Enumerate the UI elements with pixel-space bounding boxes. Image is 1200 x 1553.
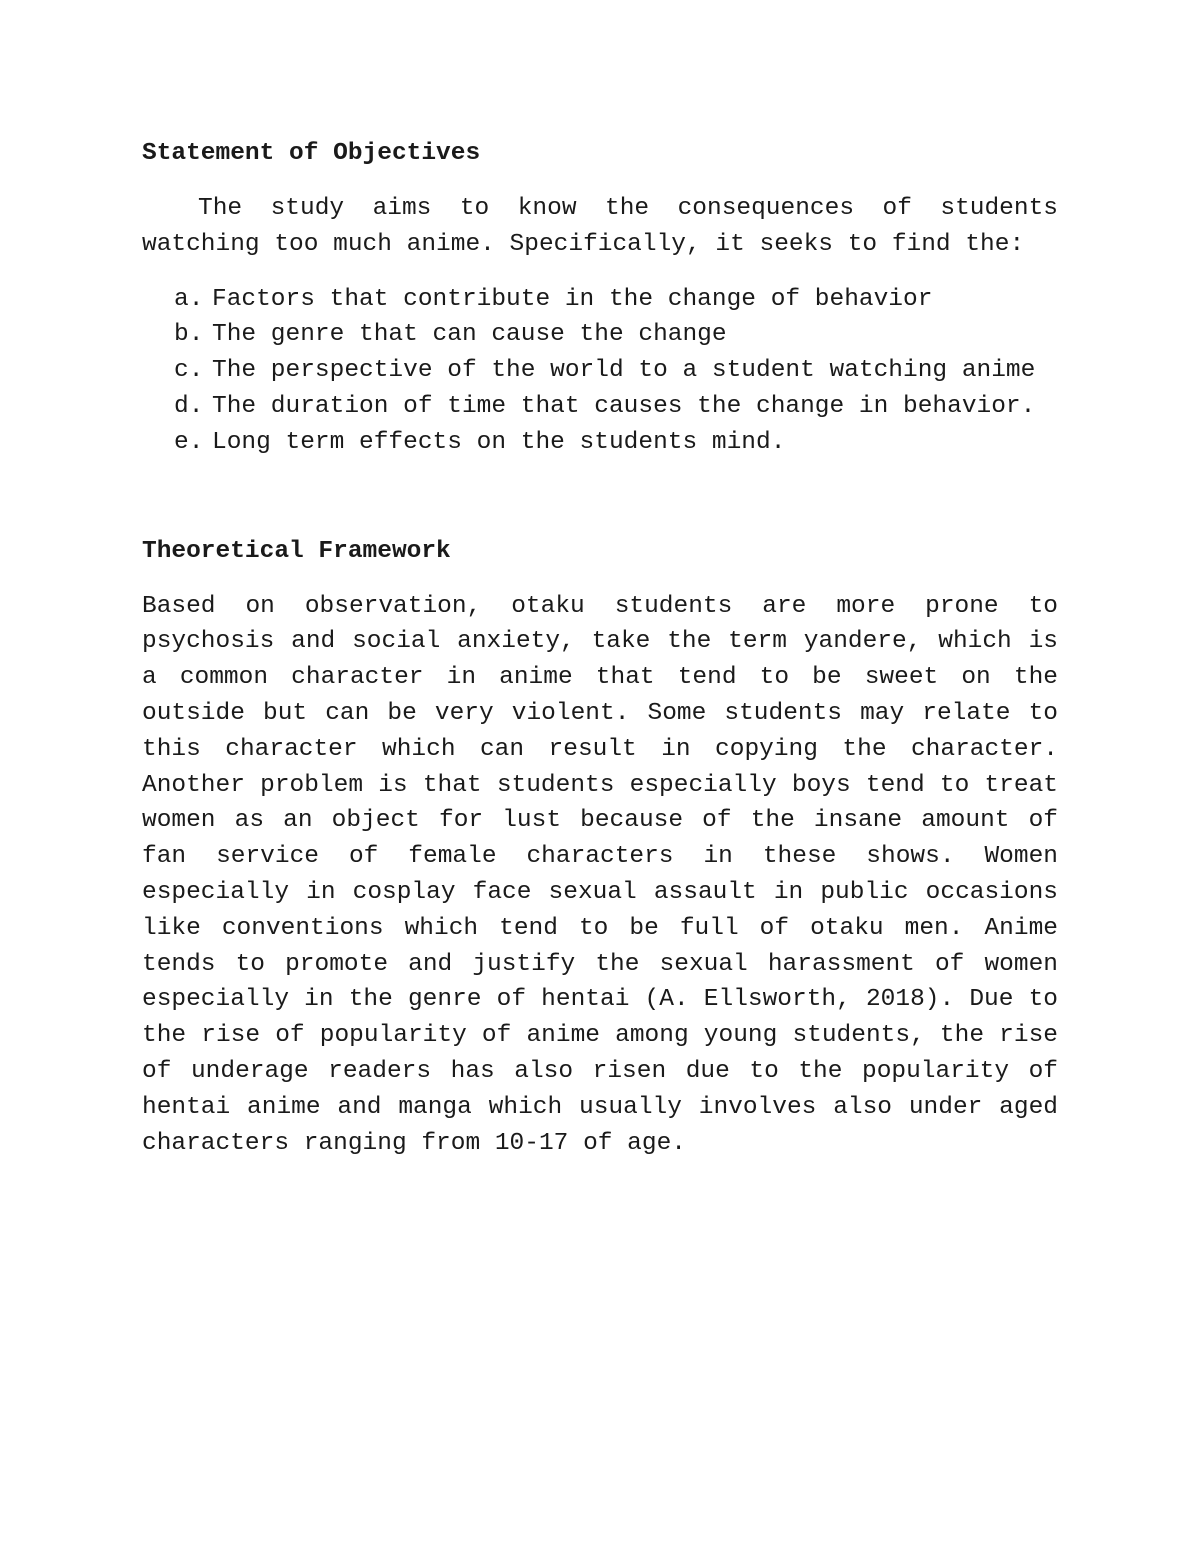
document-page (142, 136, 1058, 1161)
list-marker: b. (174, 321, 204, 349)
objective-item-a (142, 282, 1058, 318)
objective-item-e (142, 425, 1058, 461)
objectives-list (142, 282, 1058, 461)
objective-text: The perspective of the world to a student watching anime (212, 357, 1036, 385)
list-marker: e. (174, 428, 204, 456)
heading-statement-of-objectives: Statement of Objectives (142, 140, 481, 167)
heading-theoretical-framework: Theoretical Framework (142, 537, 451, 565)
objective-item-d (142, 389, 1058, 425)
objective-text: The genre that can cause the change (212, 321, 727, 349)
objective-item-b (142, 317, 1058, 353)
framework-body-paragraph: Based on observation, otaku students are more prone to psychosis and social anxiety, take the term yandere, which is a common character in anime that tend to be sweet on the outside but can be very violent. Some students may relate to this character which can result in copying the character. Another problem is that students especially boys tend to treat women as an object for lust because of the insane amount of fan service of female characters in these shows. Women especially in cosplay face sexual assault in public occasions like conventions which tend to be full of otaku men. Anime tends to promote and justify the sexual harassment of women especially in the genre of hentai (A. Ellsworth, 2018). Due to the rise of popularity of anime among young students, the rise of underage readers has also risen due to the popularity of hentai anime and manga which usually involves also under aged characters ranging from 10-17 of age. (142, 592, 1058, 1157)
list-marker: a. (174, 285, 204, 313)
objective-text: Long term effects on the students mind. (212, 428, 786, 456)
objective-item-c (142, 353, 1058, 389)
list-marker: c. (174, 357, 204, 385)
objectives-intro-paragraph: The study aims to know the consequences of students watching too much anime. Specifically, it seeks to find the: (142, 195, 1058, 258)
objective-text: Factors that contribute in the change of behavior (212, 285, 933, 313)
objective-text: The duration of time that causes the change in behavior. (212, 392, 1036, 420)
list-marker: d. (174, 392, 204, 420)
